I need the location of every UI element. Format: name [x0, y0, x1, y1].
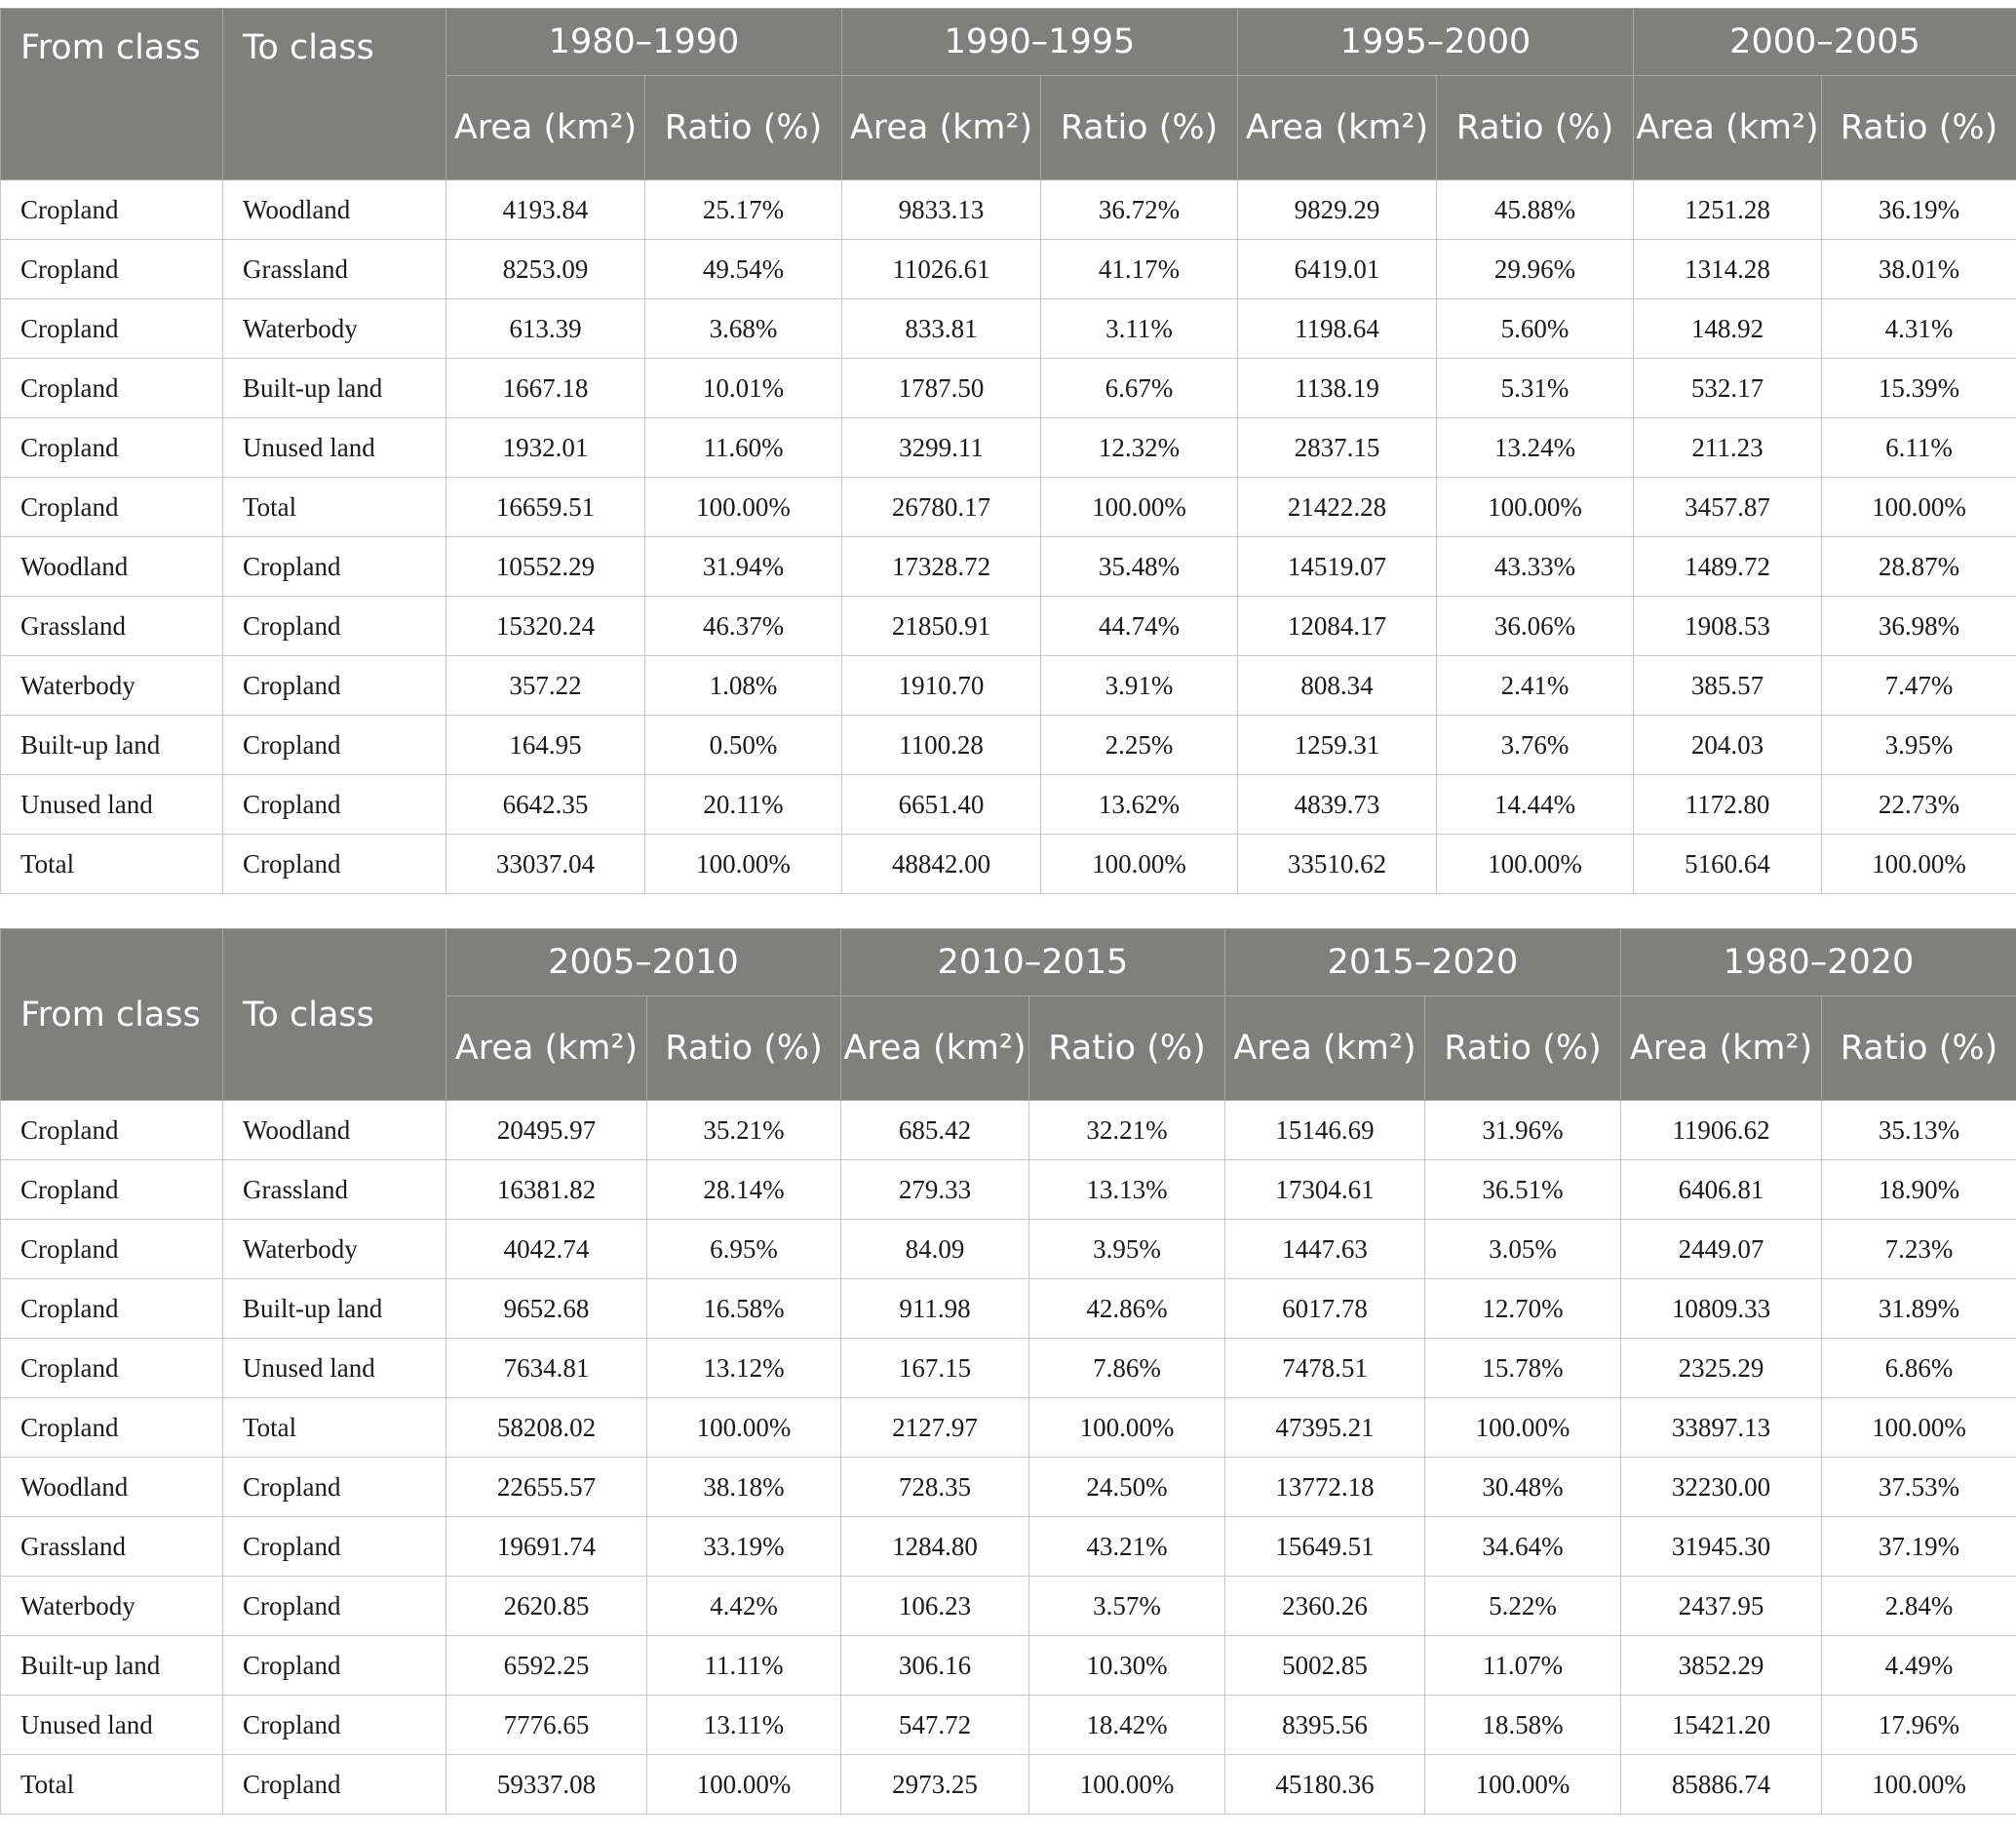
ratio-cell: 31.96% — [1425, 1101, 1621, 1160]
area-cell: 20495.97 — [446, 1101, 647, 1160]
table-row — [1, 835, 2016, 894]
ratio-cell: 33.19% — [647, 1517, 841, 1577]
ratio-cell: 100.00% — [1822, 1755, 2016, 1815]
area-cell: 21850.91 — [842, 597, 1041, 656]
transfer-table-top — [0, 8, 2016, 894]
table-row — [1, 180, 2016, 240]
area-cell: 6406.81 — [1621, 1160, 1822, 1220]
ratio-cell: 0.50% — [645, 716, 842, 775]
from-class-cell: Unused land — [1, 775, 223, 835]
ratio-cell: 3.76% — [1437, 716, 1634, 775]
ratio-cell: 46.37% — [645, 597, 842, 656]
ratio-cell: 35.13% — [1822, 1101, 2016, 1160]
table-row — [1, 537, 2016, 597]
from-class-cell: Total — [1, 1755, 223, 1815]
area-cell: 211.23 — [1634, 418, 1822, 478]
ratio-cell: 36.51% — [1425, 1160, 1621, 1220]
area-header: Area (km²) — [1238, 76, 1437, 180]
ratio-cell: 36.19% — [1822, 180, 2016, 240]
area-header: Area (km²) — [1621, 996, 1822, 1101]
to-class-header: To class — [223, 9, 446, 180]
to-class-cell: Total — [223, 478, 446, 537]
area-cell: 7776.65 — [446, 1696, 647, 1755]
ratio-header: Ratio (%) — [1822, 76, 2016, 180]
area-cell: 4193.84 — [446, 180, 645, 240]
from-class-cell: Grassland — [1, 597, 223, 656]
ratio-cell: 3.05% — [1425, 1220, 1621, 1279]
ratio-cell: 28.87% — [1822, 537, 2016, 597]
area-cell: 2837.15 — [1238, 418, 1437, 478]
ratio-cell: 28.14% — [647, 1160, 841, 1220]
ratio-cell: 100.00% — [1029, 1398, 1225, 1458]
to-class-cell: Cropland — [223, 656, 446, 716]
ratio-cell: 24.50% — [1029, 1458, 1225, 1517]
area-cell: 11026.61 — [842, 240, 1041, 299]
area-cell: 4839.73 — [1238, 775, 1437, 835]
to-class-cell: Cropland — [223, 1577, 446, 1636]
area-cell: 2325.29 — [1621, 1339, 1822, 1398]
to-class-header: To class — [223, 929, 446, 1101]
from-class-cell: Cropland — [1, 180, 223, 240]
to-class-cell: Unused land — [223, 418, 446, 478]
area-cell: 106.23 — [841, 1577, 1029, 1636]
ratio-cell: 35.21% — [647, 1101, 841, 1160]
ratio-cell: 22.73% — [1822, 775, 2016, 835]
area-cell: 2449.07 — [1621, 1220, 1822, 1279]
ratio-header: Ratio (%) — [1041, 76, 1238, 180]
table-row — [1, 1636, 2016, 1696]
area-cell: 547.72 — [841, 1696, 1029, 1755]
period-header: 2010–2015 — [841, 929, 1225, 996]
ratio-cell: 18.42% — [1029, 1696, 1225, 1755]
ratio-cell: 100.00% — [1041, 835, 1238, 894]
ratio-cell: 45.88% — [1437, 180, 1634, 240]
area-cell: 19691.74 — [446, 1517, 647, 1577]
area-cell: 1787.50 — [842, 359, 1041, 418]
area-cell: 1251.28 — [1634, 180, 1822, 240]
area-cell: 6017.78 — [1225, 1279, 1425, 1339]
ratio-cell: 20.11% — [645, 775, 842, 835]
to-class-cell: Cropland — [223, 597, 446, 656]
to-class-cell: Woodland — [223, 180, 446, 240]
area-cell: 2360.26 — [1225, 1577, 1425, 1636]
ratio-cell: 100.00% — [1822, 835, 2016, 894]
table-row — [1, 1279, 2016, 1339]
ratio-cell: 11.07% — [1425, 1636, 1621, 1696]
area-cell: 2620.85 — [446, 1577, 647, 1636]
to-class-cell: Grassland — [223, 1160, 446, 1220]
from-class-cell: Cropland — [1, 1339, 223, 1398]
ratio-cell: 31.89% — [1822, 1279, 2016, 1339]
ratio-cell: 7.47% — [1822, 656, 2016, 716]
table-row — [1, 1339, 2016, 1398]
ratio-cell: 37.53% — [1822, 1458, 2016, 1517]
ratio-cell: 3.57% — [1029, 1577, 1225, 1636]
ratio-cell: 31.94% — [645, 537, 842, 597]
area-header: Area (km²) — [842, 76, 1041, 180]
ratio-cell: 38.01% — [1822, 240, 2016, 299]
area-cell: 1447.63 — [1225, 1220, 1425, 1279]
from-class-cell: Built-up land — [1, 716, 223, 775]
ratio-cell: 32.21% — [1029, 1101, 1225, 1160]
ratio-cell: 3.68% — [645, 299, 842, 359]
ratio-cell: 12.70% — [1425, 1279, 1621, 1339]
area-cell: 1172.80 — [1634, 775, 1822, 835]
ratio-cell: 3.95% — [1822, 716, 2016, 775]
area-cell: 1489.72 — [1634, 537, 1822, 597]
ratio-cell: 7.23% — [1822, 1220, 2016, 1279]
area-cell: 911.98 — [841, 1279, 1029, 1339]
to-class-cell: Waterbody — [223, 1220, 446, 1279]
area-header: Area (km²) — [446, 76, 645, 180]
table-row — [1, 1577, 2016, 1636]
ratio-cell: 12.32% — [1041, 418, 1238, 478]
from-class-cell: Cropland — [1, 1101, 223, 1160]
ratio-cell: 5.60% — [1437, 299, 1634, 359]
to-class-cell: Waterbody — [223, 299, 446, 359]
area-cell: 48842.00 — [842, 835, 1041, 894]
area-cell: 84.09 — [841, 1220, 1029, 1279]
area-cell: 59337.08 — [446, 1755, 647, 1815]
ratio-cell: 1.08% — [645, 656, 842, 716]
area-cell: 6419.01 — [1238, 240, 1437, 299]
area-cell: 33510.62 — [1238, 835, 1437, 894]
from-class-cell: Grassland — [1, 1517, 223, 1577]
table-body — [1, 180, 2016, 894]
area-cell: 164.95 — [446, 716, 645, 775]
from-class-cell: Unused land — [1, 1696, 223, 1755]
ratio-cell: 41.17% — [1041, 240, 1238, 299]
area-cell: 1932.01 — [446, 418, 645, 478]
area-cell: 47395.21 — [1225, 1398, 1425, 1458]
area-cell: 1284.80 — [841, 1517, 1029, 1577]
from-class-cell: Cropland — [1, 299, 223, 359]
area-cell: 22655.57 — [446, 1458, 647, 1517]
area-cell: 7478.51 — [1225, 1339, 1425, 1398]
area-cell: 32230.00 — [1621, 1458, 1822, 1517]
ratio-cell: 3.91% — [1041, 656, 1238, 716]
to-class-cell: Woodland — [223, 1101, 446, 1160]
ratio-cell: 100.00% — [1425, 1398, 1621, 1458]
area-cell: 6592.25 — [446, 1636, 647, 1696]
to-class-cell: Cropland — [223, 1755, 446, 1815]
ratio-cell: 6.95% — [647, 1220, 841, 1279]
area-cell: 1198.64 — [1238, 299, 1437, 359]
to-class-cell: Unused land — [223, 1339, 446, 1398]
area-cell: 613.39 — [446, 299, 645, 359]
from-class-cell: Cropland — [1, 240, 223, 299]
area-cell: 16659.51 — [446, 478, 645, 537]
from-class-cell: Cropland — [1, 478, 223, 537]
table-row — [1, 1160, 2016, 1220]
period-header: 1980–2020 — [1621, 929, 2016, 996]
ratio-cell: 5.31% — [1437, 359, 1634, 418]
area-cell: 9652.68 — [446, 1279, 647, 1339]
area-cell: 2437.95 — [1621, 1577, 1822, 1636]
ratio-cell: 100.00% — [647, 1755, 841, 1815]
transfer-table-bottom — [0, 928, 2016, 1815]
area-header: Area (km²) — [1225, 996, 1425, 1101]
ratio-cell: 36.72% — [1041, 180, 1238, 240]
area-cell: 808.34 — [1238, 656, 1437, 716]
table-row — [1, 1220, 2016, 1279]
ratio-cell: 6.11% — [1822, 418, 2016, 478]
from-class-cell: Total — [1, 835, 223, 894]
area-cell: 15320.24 — [446, 597, 645, 656]
to-class-cell: Built-up land — [223, 1279, 446, 1339]
table-row — [1, 775, 2016, 835]
ratio-cell: 38.18% — [647, 1458, 841, 1517]
table-row — [1, 418, 2016, 478]
ratio-cell: 36.06% — [1437, 597, 1634, 656]
area-cell: 1259.31 — [1238, 716, 1437, 775]
ratio-cell: 100.00% — [1029, 1755, 1225, 1815]
area-cell: 21422.28 — [1238, 478, 1437, 537]
ratio-cell: 100.00% — [1822, 478, 2016, 537]
to-class-cell: Cropland — [223, 1696, 446, 1755]
area-cell: 33897.13 — [1621, 1398, 1822, 1458]
period-header: 1990–1995 — [842, 9, 1238, 76]
table-row — [1, 478, 2016, 537]
table-row — [1, 1101, 2016, 1160]
area-cell: 2973.25 — [841, 1755, 1029, 1815]
to-class-cell: Cropland — [223, 1636, 446, 1696]
area-cell: 26780.17 — [842, 478, 1041, 537]
area-cell: 4042.74 — [446, 1220, 647, 1279]
from-class-cell: Waterbody — [1, 656, 223, 716]
ratio-cell: 100.00% — [1041, 478, 1238, 537]
ratio-cell: 11.60% — [645, 418, 842, 478]
period-header: 1995–2000 — [1238, 9, 1634, 76]
area-cell: 14519.07 — [1238, 537, 1437, 597]
table-row — [1, 240, 2016, 299]
area-cell: 13772.18 — [1225, 1458, 1425, 1517]
ratio-cell: 13.11% — [647, 1696, 841, 1755]
from-class-cell: Woodland — [1, 1458, 223, 1517]
area-cell: 204.03 — [1634, 716, 1822, 775]
ratio-cell: 14.44% — [1437, 775, 1634, 835]
ratio-cell: 42.86% — [1029, 1279, 1225, 1339]
ratio-cell: 7.86% — [1029, 1339, 1225, 1398]
to-class-cell: Grassland — [223, 240, 446, 299]
ratio-header: Ratio (%) — [1029, 996, 1225, 1101]
table-row — [1, 1696, 2016, 1755]
area-cell: 1910.70 — [842, 656, 1041, 716]
ratio-cell: 29.96% — [1437, 240, 1634, 299]
period-header: 2005–2010 — [446, 929, 841, 996]
ratio-cell: 11.11% — [647, 1636, 841, 1696]
area-header: Area (km²) — [446, 996, 647, 1101]
ratio-cell: 30.48% — [1425, 1458, 1621, 1517]
area-cell: 1100.28 — [842, 716, 1041, 775]
area-cell: 5002.85 — [1225, 1636, 1425, 1696]
ratio-cell: 3.95% — [1029, 1220, 1225, 1279]
from-class-cell: Cropland — [1, 418, 223, 478]
from-class-cell: Cropland — [1, 1160, 223, 1220]
ratio-cell: 15.78% — [1425, 1339, 1621, 1398]
area-cell: 16381.82 — [446, 1160, 647, 1220]
area-cell: 532.17 — [1634, 359, 1822, 418]
ratio-cell: 2.41% — [1437, 656, 1634, 716]
ratio-cell: 10.30% — [1029, 1636, 1225, 1696]
ratio-cell: 100.00% — [645, 835, 842, 894]
from-class-cell: Cropland — [1, 1279, 223, 1339]
area-cell: 167.15 — [841, 1339, 1029, 1398]
ratio-cell: 25.17% — [645, 180, 842, 240]
area-cell: 6642.35 — [446, 775, 645, 835]
table-row — [1, 1517, 2016, 1577]
ratio-cell: 2.84% — [1822, 1577, 2016, 1636]
ratio-cell: 4.49% — [1822, 1636, 2016, 1696]
area-cell: 15421.20 — [1621, 1696, 1822, 1755]
ratio-cell: 6.86% — [1822, 1339, 2016, 1398]
ratio-cell: 4.31% — [1822, 299, 2016, 359]
ratio-cell: 4.42% — [647, 1577, 841, 1636]
ratio-cell: 100.00% — [645, 478, 842, 537]
area-cell: 9833.13 — [842, 180, 1041, 240]
area-cell: 10809.33 — [1621, 1279, 1822, 1339]
table-row — [1, 359, 2016, 418]
area-cell: 58208.02 — [446, 1398, 647, 1458]
area-cell: 11906.62 — [1621, 1101, 1822, 1160]
area-cell: 31945.30 — [1621, 1517, 1822, 1577]
ratio-cell: 18.58% — [1425, 1696, 1621, 1755]
ratio-header: Ratio (%) — [647, 996, 841, 1101]
ratio-cell: 17.96% — [1822, 1696, 2016, 1755]
area-cell: 1138.19 — [1238, 359, 1437, 418]
ratio-cell: 15.39% — [1822, 359, 2016, 418]
area-cell: 8395.56 — [1225, 1696, 1425, 1755]
to-class-cell: Cropland — [223, 537, 446, 597]
ratio-cell: 49.54% — [645, 240, 842, 299]
area-cell: 10552.29 — [446, 537, 645, 597]
area-cell: 357.22 — [446, 656, 645, 716]
ratio-cell: 35.48% — [1041, 537, 1238, 597]
from-class-cell: Built-up land — [1, 1636, 223, 1696]
to-class-cell: Total — [223, 1398, 446, 1458]
area-header: Area (km²) — [841, 996, 1029, 1101]
area-cell: 15146.69 — [1225, 1101, 1425, 1160]
ratio-cell: 13.13% — [1029, 1160, 1225, 1220]
area-cell: 17304.61 — [1225, 1160, 1425, 1220]
from-class-cell: Waterbody — [1, 1577, 223, 1636]
ratio-cell: 34.64% — [1425, 1517, 1621, 1577]
ratio-cell: 13.24% — [1437, 418, 1634, 478]
area-cell: 2127.97 — [841, 1398, 1029, 1458]
ratio-cell: 18.90% — [1822, 1160, 2016, 1220]
ratio-cell: 100.00% — [1822, 1398, 2016, 1458]
from-class-cell: Cropland — [1, 359, 223, 418]
area-cell: 1667.18 — [446, 359, 645, 418]
from-class-header: From class — [1, 929, 223, 1101]
area-cell: 7634.81 — [446, 1339, 647, 1398]
area-cell: 685.42 — [841, 1101, 1029, 1160]
table-row — [1, 1398, 2016, 1458]
ratio-cell: 100.00% — [1425, 1755, 1621, 1815]
area-cell: 12084.17 — [1238, 597, 1437, 656]
table-body — [1, 1101, 2016, 1815]
ratio-cell: 5.22% — [1425, 1577, 1621, 1636]
area-cell: 728.35 — [841, 1458, 1029, 1517]
ratio-header: Ratio (%) — [1437, 76, 1634, 180]
area-cell: 3457.87 — [1634, 478, 1822, 537]
table-row — [1, 1755, 2016, 1815]
to-class-cell: Built-up land — [223, 359, 446, 418]
from-class-cell: Woodland — [1, 537, 223, 597]
area-cell: 1314.28 — [1634, 240, 1822, 299]
ratio-cell: 100.00% — [1437, 835, 1634, 894]
area-cell: 833.81 — [842, 299, 1041, 359]
area-cell: 85886.74 — [1621, 1755, 1822, 1815]
table-header — [1, 929, 2016, 1101]
ratio-cell: 100.00% — [1437, 478, 1634, 537]
ratio-cell: 36.98% — [1822, 597, 2016, 656]
ratio-header: Ratio (%) — [1425, 996, 1621, 1101]
ratio-cell: 2.25% — [1041, 716, 1238, 775]
area-cell: 3852.29 — [1621, 1636, 1822, 1696]
ratio-cell: 43.33% — [1437, 537, 1634, 597]
ratio-cell: 44.74% — [1041, 597, 1238, 656]
area-cell: 17328.72 — [842, 537, 1041, 597]
ratio-cell: 6.67% — [1041, 359, 1238, 418]
area-cell: 45180.36 — [1225, 1755, 1425, 1815]
ratio-cell: 13.62% — [1041, 775, 1238, 835]
to-class-cell: Cropland — [223, 835, 446, 894]
area-cell: 6651.40 — [842, 775, 1041, 835]
period-header: 2000–2005 — [1634, 9, 2016, 76]
ratio-header: Ratio (%) — [1822, 996, 2016, 1101]
to-class-cell: Cropland — [223, 1458, 446, 1517]
ratio-cell: 37.19% — [1822, 1517, 2016, 1577]
area-header: Area (km²) — [1634, 76, 1822, 180]
ratio-cell: 10.01% — [645, 359, 842, 418]
ratio-cell: 43.21% — [1029, 1517, 1225, 1577]
table-header — [1, 9, 2016, 180]
area-cell: 279.33 — [841, 1160, 1029, 1220]
ratio-cell: 13.12% — [647, 1339, 841, 1398]
to-class-cell: Cropland — [223, 1517, 446, 1577]
period-header: 1980–1990 — [446, 9, 842, 76]
area-cell: 306.16 — [841, 1636, 1029, 1696]
from-class-cell: Cropland — [1, 1220, 223, 1279]
period-header: 2015–2020 — [1225, 929, 1621, 996]
table-row — [1, 299, 2016, 359]
ratio-cell: 100.00% — [647, 1398, 841, 1458]
area-cell: 1908.53 — [1634, 597, 1822, 656]
to-class-cell: Cropland — [223, 716, 446, 775]
table-row — [1, 656, 2016, 716]
to-class-cell: Cropland — [223, 775, 446, 835]
ratio-cell: 3.11% — [1041, 299, 1238, 359]
ratio-header: Ratio (%) — [645, 76, 842, 180]
area-cell: 15649.51 — [1225, 1517, 1425, 1577]
table-row — [1, 716, 2016, 775]
area-cell: 8253.09 — [446, 240, 645, 299]
area-cell: 33037.04 — [446, 835, 645, 894]
from-class-header: From class — [1, 9, 223, 180]
table-row — [1, 1458, 2016, 1517]
area-cell: 5160.64 — [1634, 835, 1822, 894]
from-class-cell: Cropland — [1, 1398, 223, 1458]
area-cell: 3299.11 — [842, 418, 1041, 478]
area-cell: 385.57 — [1634, 656, 1822, 716]
ratio-cell: 16.58% — [647, 1279, 841, 1339]
area-cell: 148.92 — [1634, 299, 1822, 359]
table-row — [1, 597, 2016, 656]
area-cell: 9829.29 — [1238, 180, 1437, 240]
